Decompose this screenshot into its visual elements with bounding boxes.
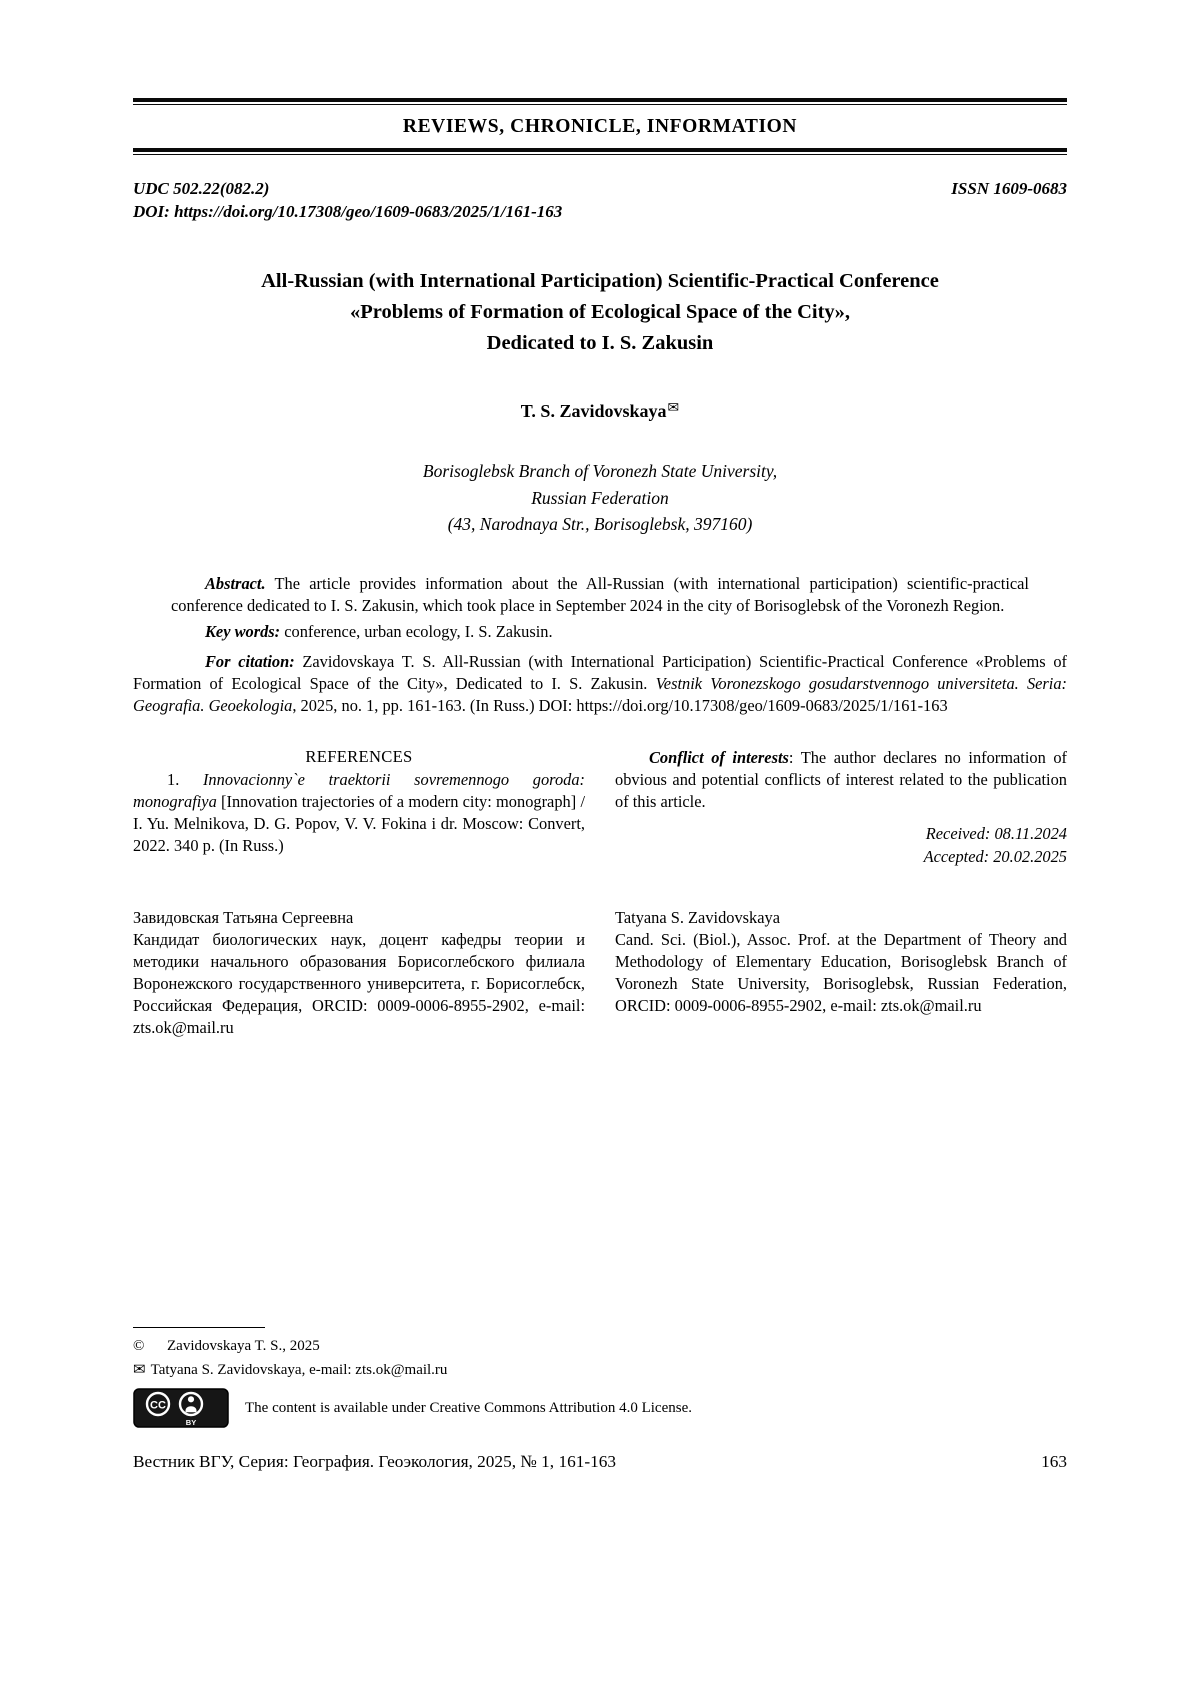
section-header: REVIEWS, CHRONICLE, INFORMATION xyxy=(402,116,798,137)
affiliation-line-2: Russian Federation xyxy=(531,487,669,508)
udc-label: UDC 502.22(082.2) xyxy=(133,179,270,198)
author-name: T. S. Zavidovskaya xyxy=(520,401,667,422)
affiliation-line-3: (43, Narodnaya Str., Borisoglebsk, 397160) xyxy=(447,513,753,534)
author-en-bio: Cand. Sci. (Biol.), Assoc. Prof. at the Department of Theory and Methodology of Elementary Education, Borisoglebsk Branch of Voronezh State University, Borisoglebsk, Russian Federation, ORCID: 0009-0006-8955-2902, e-mail: zts.ok@mail.ru xyxy=(615,929,1067,1015)
dates-block xyxy=(615,823,1067,869)
citation-label: For citation: xyxy=(205,651,295,671)
footer-contact-text: Tatyana S. Zavidovskaya, e-mail: zts.ok@mail.ru xyxy=(150,1361,448,1378)
abstract-paragraph xyxy=(171,573,1029,617)
author-ru-name: Завидовская Татьяна Сергеевна xyxy=(133,907,354,927)
abstract-text: The article provides information about the All-Russian (with international participation) scientific-practical conference dedicated to I. S. Zakusin, which took place in September 2024 in the city of Borisoglebsk of the Voronezh Region. xyxy=(171,574,1029,615)
reference-item xyxy=(133,769,585,857)
keywords-text: conference, urban ecology, I. S. Zakusin. xyxy=(280,621,553,641)
journal-citation: Вестник ВГУ, Серия: География. Геоэкология, 2025, № 1, 161-163 xyxy=(133,1452,617,1471)
citation-paragraph xyxy=(133,651,1067,717)
envelope-icon-footer: ✉ xyxy=(133,1359,146,1378)
two-column-section xyxy=(133,747,1067,1039)
conflict-paragraph xyxy=(615,747,1067,813)
author-ru-bio: Кандидат биологических наук, доцент кафедры теории и методики начального образования Борисоглебского филиала Воронежского государственного университета, г. Борисоглебск, Российская Федерация, ORCID: 0009-0006-8955-2902, e-mail: zts.ok@mail.ru xyxy=(133,929,585,1037)
copyright-line xyxy=(133,1335,1067,1358)
cc-by-badge xyxy=(133,1388,229,1428)
top-rule xyxy=(133,98,1067,105)
article-title-line-2: «Problems of Formation of Ecological Space of the City», xyxy=(349,300,851,323)
article-title-line-3: Dedicated to I. S. Zakusin xyxy=(486,331,714,354)
footer-contact-line xyxy=(133,1358,1067,1382)
conflict-column xyxy=(615,747,1067,869)
article-page xyxy=(133,98,1067,1039)
keywords-label: Key words: xyxy=(205,621,281,641)
copyright-text: Zavidovskaya T. S., 2025 xyxy=(167,1337,320,1354)
citation-text-2: , 2025, no. 1, pp. 161-163. (In Russ.) DOI: https://doi.org/10.17308/geo/1609-0683/2025/1/161-163 xyxy=(292,695,948,715)
article-title-line-1: All-Russian (with International Participation) Scientific-Practical Conference xyxy=(261,270,939,292)
citation-text-1: Zavidovskaya T. S. All-Russian (with International Participation) Scientific-Practical Conference «Problems of Formation of Ecological Space of the City», Dedicated to I. S. Zakusin. xyxy=(133,651,1068,693)
header-bottom-rule xyxy=(133,148,1067,155)
by-icon: BY xyxy=(185,1418,197,1427)
license-text: The content is available under Creative Commons Attribution 4.0 License. xyxy=(245,1399,692,1416)
affiliation xyxy=(133,458,1067,537)
footer xyxy=(133,1327,1067,1473)
doi-line: DOI: https://doi.org/10.17308/geo/1609-0683/2025/1/161-163 xyxy=(133,202,563,221)
received-date: Received: 08.11.2024 xyxy=(925,823,1067,843)
author-line xyxy=(133,400,1067,422)
license-row xyxy=(133,1388,1067,1428)
abstract-label: Abstract. xyxy=(205,574,266,593)
reference-number: 1. xyxy=(167,769,203,789)
footer-rule xyxy=(133,1327,265,1328)
envelope-icon: ✉ xyxy=(667,400,680,417)
accepted-date: Accepted: 20.02.2025 xyxy=(923,846,1067,866)
meta-row xyxy=(133,179,1067,199)
reference-text: [Innovation trajectories of a modern city: monograph] / I. Yu. Melnikova, D. G. Popov, V. V. Fokina i dr. Moscow: Convert, 2022. 340 p. (In Russ.) xyxy=(133,791,585,855)
cc-icon: CC xyxy=(150,1399,166,1412)
page-number: 163 xyxy=(1041,1452,1067,1471)
issn-label: ISSN 1609-0683 xyxy=(951,179,1067,198)
copyright-symbol: © xyxy=(133,1337,145,1354)
article-title xyxy=(133,266,1067,358)
author-info-ru xyxy=(133,907,585,1039)
author-en-name: Tatyana S. Zavidovskaya xyxy=(615,907,780,927)
author-info-en xyxy=(615,907,1067,1039)
keywords-paragraph xyxy=(171,621,1029,643)
abstract-section xyxy=(171,573,1029,643)
citation-journal-name: Vestnik Voronezskogo gosudarstvennogo universiteta. Seria: Geografia. Geoekologia xyxy=(133,673,1067,715)
journal-footer-row xyxy=(133,1452,1067,1472)
conflict-label: Conflict of interests xyxy=(649,747,789,767)
references-heading: REFERENCES xyxy=(305,746,413,766)
references-column xyxy=(133,747,585,869)
reference-title-italic: Innovacionny`e traektorii sovremennogo goroda: monografiya xyxy=(133,769,585,811)
conflict-text: : The author declares no information of obvious and potential conflicts of interest related to the publication of this article. xyxy=(615,747,1068,811)
affiliation-line-1: Borisoglebsk Branch of Voronezh State University, xyxy=(422,461,778,482)
